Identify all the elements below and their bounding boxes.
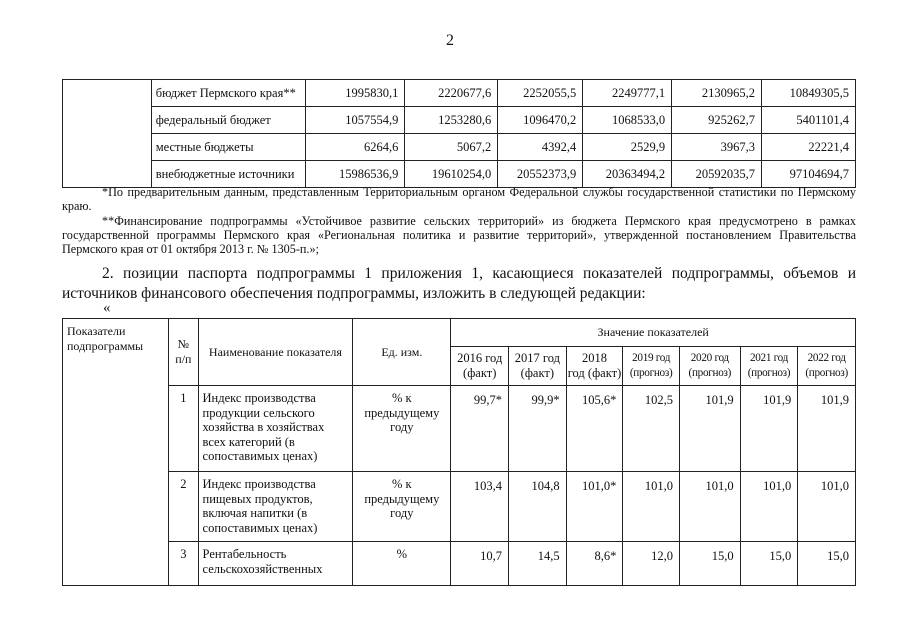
year-header: 2016 год (факт) [451,347,509,386]
value-cell: 10849305,5 [762,80,856,107]
value-cell: 12,0 [623,542,680,586]
header-row [63,319,856,347]
value-cell: 99,7* [451,386,509,472]
value-cell: 101,0 [740,472,798,542]
opening-quote: « [103,300,111,316]
unit-header: Ед. изм. [353,319,451,386]
value-cell: 97104694,7 [762,161,856,188]
indicator-name: Рентабельность сельскохозяйственных [198,542,353,586]
source-label: бюджет Пермского края** [151,80,306,107]
value-cell: 1995830,1 [306,80,405,107]
value-cell: 2529,9 [583,134,672,161]
value-cell: 1057554,9 [306,107,405,134]
value-cell: 101,0* [566,472,623,542]
indicator-unit: % [353,542,451,586]
value-cell: 20592035,7 [672,161,762,188]
table-row [63,161,856,188]
value-cell: 102,5 [623,386,680,472]
table-row [63,542,856,586]
value-cell: 15986536,9 [306,161,405,188]
value-cell: 2252055,5 [498,80,583,107]
amendment-paragraph: 2. позиции паспорта подпрограммы 1 приложения 1, касающиеся показателей подпрограммы, объемов и источников финансового обеспечения подпрограммы, изложить в следующей редакции: [62,265,856,302]
value-cell: 2220677,6 [405,80,498,107]
year-header: 2022 год (прогноз) [798,347,856,386]
year-header: 2020 год (прогноз) [679,347,740,386]
value-cell: 15,0 [679,542,740,586]
value-cell: 15,0 [798,542,856,586]
value-cell: 4392,4 [498,134,583,161]
year-header: 2021 год (прогноз) [740,347,798,386]
value-cell: 2249777,1 [583,80,672,107]
table-row [63,134,856,161]
value-cell: 20552373,9 [498,161,583,188]
source-label: внебюджетные источники [151,161,306,188]
row-number: 3 [169,542,198,586]
indicator-name: Индекс производства пищевых продуктов, включая напитки (в сопоставимых ценах) [198,472,353,542]
value-cell: 10,7 [451,542,509,586]
value-cell: 103,4 [451,472,509,542]
table-row [63,386,856,472]
name-header: Наименование показателя [198,319,353,386]
value-cell: 15,0 [740,542,798,586]
indicator-name: Индекс производства продукции сельского хозяйства в хозяйствах всех категорий (в сопоставимых ценах) [198,386,353,472]
page-number: 2 [446,32,454,49]
value-cell: 5401101,4 [762,107,856,134]
table-row [63,472,856,542]
indicator-unit: % к предыдущему году [353,386,451,472]
value-cell: 5067,2 [405,134,498,161]
value-cell: 925262,7 [672,107,762,134]
row-number: 1 [169,386,198,472]
value-cell: 101,0 [679,472,740,542]
funding-table [62,79,856,188]
values-header: Значение показателей [451,319,856,347]
table-row [63,107,856,134]
value-cell: 104,8 [509,472,567,542]
footnote-2: **Финансирование подпрограммы «Устойчивое развитие сельских территорий» из бюджета Пермского края предусмотрено в рамках государственной программы Пермского края «Региональная политика и развитие территорий», утвержденной постановлением Правительства Пермского края от 01 октября 2013 г. № 1305-п.»; [62,214,856,256]
value-cell: 2130965,2 [672,80,762,107]
value-cell: 6264,6 [306,134,405,161]
value-cell: 105,6* [566,386,623,472]
value-cell: 14,5 [509,542,567,586]
value-cell: 1068533,0 [583,107,672,134]
value-cell: 3967,3 [672,134,762,161]
year-header: 2018 год (факт) [566,347,623,386]
value-cell: 101,9 [740,386,798,472]
value-cell: 1253280,6 [405,107,498,134]
value-cell: 101,9 [679,386,740,472]
value-cell: 22221,4 [762,134,856,161]
value-cell: 101,0 [798,472,856,542]
year-header: 2017 год (факт) [509,347,567,386]
row-number: 2 [169,472,198,542]
indicators-table [62,318,856,586]
indicators-header: Показатели подпрограммы [63,319,169,586]
number-header: № п/п [169,319,198,386]
footnote-1: *По предварительным данным, представленным Территориальным органом Федеральной службы государственной статистики по Пермскому краю. [62,185,856,213]
source-label: федеральный бюджет [151,107,306,134]
value-cell: 101,9 [798,386,856,472]
value-cell: 1096470,2 [498,107,583,134]
empty-cell [63,80,152,188]
source-label: местные бюджеты [151,134,306,161]
indicator-unit: % к предыдущему году [353,472,451,542]
table-row [63,80,856,107]
value-cell: 19610254,0 [405,161,498,188]
value-cell: 99,9* [509,386,567,472]
year-header: 2019 год (прогноз) [623,347,680,386]
value-cell: 20363494,2 [583,161,672,188]
value-cell: 101,0 [623,472,680,542]
value-cell: 8,6* [566,542,623,586]
